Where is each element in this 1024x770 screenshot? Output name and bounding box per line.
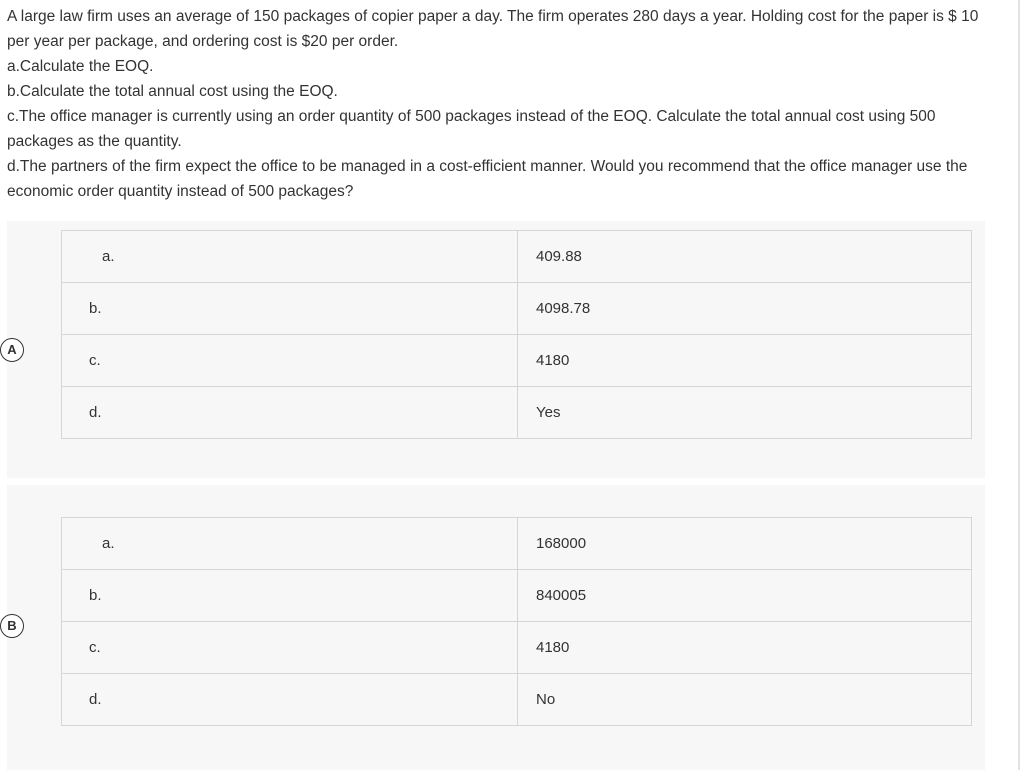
question-text	[7, 4, 997, 204]
option-letter-b[interactable]: B	[0, 614, 24, 638]
row-value: 4180	[518, 335, 972, 387]
row-value: No	[518, 674, 972, 726]
row-value: 840005	[518, 570, 972, 622]
answer-table-a	[61, 230, 972, 439]
table-row	[62, 570, 972, 622]
question-part-c: c.The office manager is currently using an order quantity of 500 packages instead of the EOQ. Calculate the total annual cost using 500 packages as the quantity.	[7, 108, 936, 150]
answer-table-b	[61, 517, 972, 726]
row-value: 168000	[518, 518, 972, 570]
row-label: a.	[62, 231, 518, 283]
row-value: 409.88	[518, 231, 972, 283]
row-label: c.	[62, 622, 518, 674]
page-right-border	[1018, 0, 1020, 770]
table-row	[62, 231, 972, 283]
table-row	[62, 283, 972, 335]
answer-option-b[interactable]	[7, 485, 985, 770]
row-value: 4180	[518, 622, 972, 674]
table-row	[62, 674, 972, 726]
row-value: 4098.78	[518, 283, 972, 335]
question-part-b: b.Calculate the total annual cost using the EOQ.	[7, 83, 338, 100]
row-label: b.	[62, 283, 518, 335]
row-value: Yes	[518, 387, 972, 439]
table-row	[62, 518, 972, 570]
row-label: d.	[62, 387, 518, 439]
question-intro: A large law firm uses an average of 150 packages of copier paper a day. The firm operates 280 days a year. Holding cost for the paper is $ 10 per year per package, and ordering cost is $20 per order.	[7, 8, 979, 50]
answer-option-a[interactable]	[7, 221, 985, 478]
question-part-a: a.Calculate the EOQ.	[7, 58, 154, 75]
row-label: c.	[62, 335, 518, 387]
question-part-d: d.The partners of the firm expect the office to be managed in a cost-efficient manner. Would you recommend that the office manager use the economic order quantity instead of 500 packages?	[7, 158, 968, 200]
row-label: d.	[62, 674, 518, 726]
table-row	[62, 387, 972, 439]
row-label: b.	[62, 570, 518, 622]
table-row	[62, 335, 972, 387]
row-label: a.	[62, 518, 518, 570]
option-letter-a[interactable]: A	[0, 338, 24, 362]
table-row	[62, 622, 972, 674]
